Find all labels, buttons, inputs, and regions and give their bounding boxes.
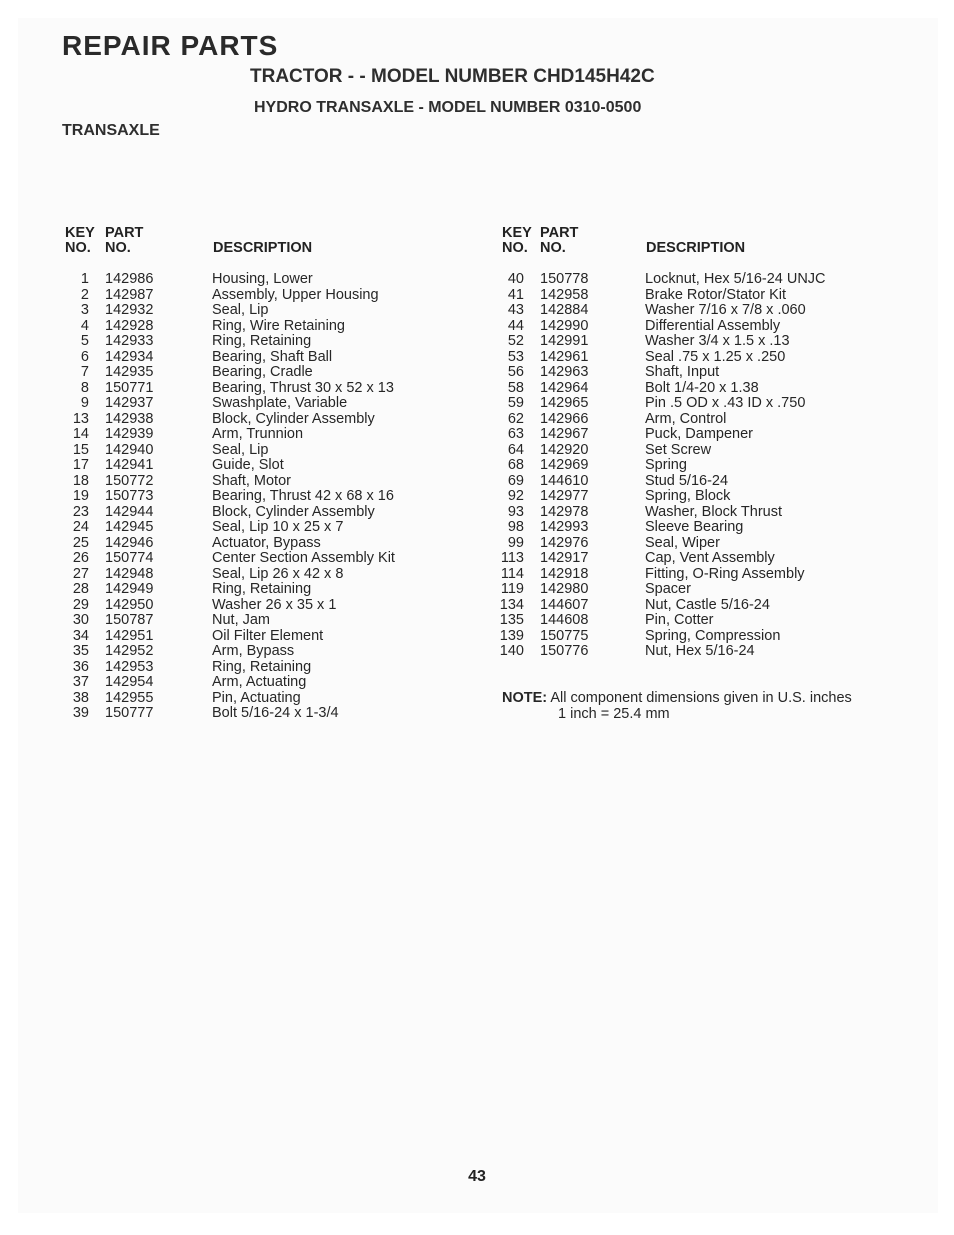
part-number: 142976 [540,534,589,551]
part-number: 142965 [540,395,589,411]
key-number: 26 [72,550,89,566]
key-number: 27 [72,565,89,582]
part-number: 142963 [540,364,589,380]
table-row [0,319,954,335]
part-number: 150773 [105,488,154,504]
left-part-header [105,226,143,256]
part-number: 144610 [540,472,589,489]
part-number: 142969 [540,457,589,473]
table-row [0,365,954,381]
part-description: Washer 3/4 x 1.5 x .13 [645,333,790,349]
right-parts-list [0,272,954,660]
table-row [0,644,954,660]
part-header-line1: PART [105,225,144,241]
part-number: 142986 [105,271,154,287]
part-description: Seal, Lip [212,441,269,458]
table-row [0,582,954,598]
table-row [0,303,954,319]
key-number: 63 [507,426,524,442]
table-row [0,536,954,552]
part-description: Guide, Slot [212,457,284,473]
table-row [0,334,954,350]
part-number: 142935 [105,364,154,380]
part-description: Ring, Wire Retaining [212,317,345,334]
left-description-header: DESCRIPTION [213,240,313,256]
table-row [0,598,954,614]
key-number: 28 [72,581,89,597]
key-number: 69 [507,472,524,489]
part-number: 142991 [540,333,589,349]
table-row [0,567,954,583]
part-description: Stud 5/16-24 [645,472,729,489]
part-number: 142945 [105,519,154,535]
part-description: Ring, Retaining [212,658,312,675]
part-description: Differential Assembly [645,317,781,334]
part-description: Nut, Hex 5/16-24 [645,643,755,659]
key-number: 19 [72,488,89,504]
part-number: 142964 [540,379,589,396]
table-row [0,288,954,304]
key-number: 114 [500,565,524,582]
part-number: 142920 [540,441,589,458]
key-number: 59 [507,395,524,411]
key-number: 2 [80,286,89,303]
key-number: 38 [72,689,89,706]
key-number: 119 [500,581,524,597]
part-number: 150774 [105,550,154,566]
part-description: Assembly, Upper Housing [212,286,379,303]
part-number: 142884 [540,302,589,318]
part-number: 142933 [105,333,154,349]
part-header-line2: NO. [540,240,566,256]
part-description: Washer, Block Thrust [645,503,782,520]
right-part-header [540,226,578,256]
part-number: 142941 [105,457,154,473]
key-header-line2: NO. [65,240,91,256]
key-number: 134 [499,596,524,613]
key-number: 15 [72,441,89,458]
part-number: 142967 [540,426,589,442]
part-description: Seal, Lip 10 x 25 x 7 [212,519,344,535]
part-description: Arm, Control [645,410,727,427]
part-description: Spring, Compression [645,627,781,644]
part-description: Arm, Actuating [212,674,307,690]
part-number: 142978 [540,503,589,520]
right-key-header [502,226,532,256]
part-description: Shaft, Input [645,364,720,380]
part-description: Sleeve Bearing [645,519,744,535]
part-number: 150776 [540,643,589,659]
part-number: 142980 [540,581,589,597]
key-number: 68 [507,457,524,473]
table-row [0,412,954,428]
part-number: 142938 [105,410,154,427]
part-number: 142955 [105,689,154,706]
key-number: 62 [507,410,524,427]
part-description: Pin .5 OD x .43 ID x .750 [645,395,806,411]
part-header-line1: PART [540,225,579,241]
table-row [0,520,954,536]
table-row [0,489,954,505]
table-row [0,675,480,691]
part-number: 142948 [105,565,154,582]
part-description: Swashplate, Variable [212,395,348,411]
part-number: 150777 [105,705,154,721]
note-line1: All component dimensions given in U.S. inches [550,690,852,706]
key-number: 92 [507,488,524,504]
part-number: 142932 [105,302,154,318]
key-number: 3 [80,302,89,318]
part-number: 142917 [540,550,589,566]
key-number: 135 [499,612,524,628]
part-description: Seal, Lip 26 x 42 x 8 [212,565,344,582]
part-description: Center Section Assembly Kit [212,550,395,566]
left-key-header [65,226,95,256]
key-number: 30 [72,612,89,628]
key-number: 1 [80,271,89,287]
part-description: Seal, Wiper [645,534,720,551]
table-row [0,458,954,474]
table-row [0,396,954,412]
part-number: 142937 [105,395,154,411]
part-description: Set Screw [645,441,712,458]
key-number: 39 [72,705,89,721]
key-number: 14 [72,426,89,442]
key-number: 37 [72,674,89,690]
part-description: Pin, Cotter [645,612,714,628]
part-number: 142952 [105,643,154,659]
key-number: 13 [72,410,89,427]
part-number: 142977 [540,488,589,504]
table-row [0,427,954,443]
part-number: 150775 [540,627,589,644]
part-number: 142949 [105,581,154,597]
table-row [0,613,954,629]
part-description: Brake Rotor/Stator Kit [645,286,787,303]
key-number: 56 [507,364,524,380]
part-number: 142953 [105,658,154,675]
part-description: Washer 26 x 35 x 1 [212,596,337,613]
key-number: 53 [507,348,524,365]
key-number: 6 [80,348,89,365]
part-number: 142944 [105,503,154,520]
part-description: Bolt 1/4-20 x 1.38 [645,379,759,396]
part-description: Oil Filter Element [212,627,324,644]
page-number: 43 [468,1168,486,1185]
part-number: 144608 [540,612,589,628]
right-description-header: DESCRIPTION [646,240,746,256]
part-number: 142990 [540,317,589,334]
key-number: 4 [80,317,89,334]
key-number: 36 [72,658,89,675]
key-number: 23 [72,503,89,520]
part-number: 150771 [105,379,154,396]
key-number: 44 [507,317,524,334]
part-number: 142993 [540,519,589,535]
part-description: Locknut, Hex 5/16-24 UNJC [645,271,826,287]
tractor-model-subtitle: TRACTOR - - MODEL NUMBER CHD145H42C [250,66,655,87]
part-number: 150778 [540,271,589,287]
key-number: 18 [72,472,89,489]
part-description: Washer 7/16 x 7/8 x .060 [645,302,806,318]
part-description: Fitting, O-Ring Assembly [645,565,805,582]
part-description: Bearing, Cradle [212,364,313,380]
key-number: 41 [507,286,524,303]
part-description: Block, Cylinder Assembly [212,410,375,427]
part-description: Seal .75 x 1.25 x .250 [645,348,786,365]
part-description: Bearing, Shaft Ball [212,348,333,365]
table-row [0,505,954,521]
table-row [0,551,954,567]
note-label: NOTE: [502,690,548,706]
part-description: Actuator, Bypass [212,534,321,551]
part-number: 142946 [105,534,154,551]
part-number: 142958 [540,286,589,303]
part-number: 142954 [105,674,154,690]
table-row [0,443,954,459]
part-description: Arm, Bypass [212,643,295,659]
table-row [0,629,954,645]
key-number: 35 [72,643,89,659]
key-number: 52 [507,333,524,349]
key-number: 17 [72,457,89,473]
note-line2: 1 inch = 25.4 mm [558,706,670,722]
part-description: Ring, Retaining [212,333,312,349]
part-number: 142950 [105,596,154,613]
part-number: 142961 [540,348,589,365]
transaxle-model-subtitle: HYDRO TRANSAXLE - MODEL NUMBER 0310-0500 [254,99,642,116]
key-number: 43 [507,302,524,318]
part-number: 144607 [540,596,589,613]
key-number: 93 [507,503,524,520]
part-description: Bearing, Thrust 42 x 68 x 16 [212,488,394,504]
part-number: 142934 [105,348,154,365]
key-header-line1: KEY [502,225,532,241]
key-number: 64 [507,441,524,458]
part-number: 142928 [105,317,154,334]
part-description: Puck, Dampener [645,426,753,442]
part-description: Arm, Trunnion [212,426,304,442]
key-number: 58 [507,379,524,396]
key-number: 25 [72,534,89,551]
part-description: Spacer [645,581,691,597]
part-description: Pin, Actuating [212,689,301,706]
part-description: Bearing, Thrust 30 x 52 x 13 [212,379,394,396]
part-number: 142918 [540,565,589,582]
key-number: 9 [80,395,89,411]
table-row [0,272,954,288]
key-number: 98 [507,519,524,535]
part-description: Shaft, Motor [212,472,291,489]
part-description: Cap, Vent Assembly [645,550,775,566]
key-number: 139 [499,627,524,644]
table-row [0,350,954,366]
part-description: Bolt 5/16-24 x 1-3/4 [212,705,339,721]
part-number: 150787 [105,612,154,628]
part-description: Housing, Lower [212,271,313,287]
key-number: 40 [507,271,524,287]
part-number: 142966 [540,410,589,427]
key-number: 99 [507,534,524,551]
key-number: 140 [499,643,524,659]
part-description: Spring [645,457,687,473]
key-header-line2: NO. [502,240,528,256]
key-number: 34 [72,627,89,644]
table-row [0,381,954,397]
part-description: Nut, Jam [212,612,271,628]
part-description: Nut, Castle 5/16-24 [645,596,770,613]
part-number: 142987 [105,286,154,303]
key-number: 7 [80,364,89,380]
key-number: 29 [72,596,89,613]
part-description: Seal, Lip [212,302,269,318]
table-row [0,706,480,722]
part-number: 142939 [105,426,154,442]
part-number: 150772 [105,472,154,489]
key-number: 5 [80,333,89,349]
key-number: 113 [500,550,524,566]
page-title: REPAIR PARTS [62,30,279,61]
table-row [0,691,480,707]
key-number: 24 [72,519,89,535]
part-description: Block, Cylinder Assembly [212,503,375,520]
key-header-line1: KEY [65,225,95,241]
section-heading: TRANSAXLE [62,122,160,139]
part-description: Ring, Retaining [212,581,312,597]
part-header-line2: NO. [105,240,131,256]
part-description: Spring, Block [645,488,731,504]
part-number: 142951 [105,627,154,644]
key-number: 8 [80,379,89,396]
part-number: 142940 [105,441,154,458]
table-row [0,660,480,676]
dimensions-note [502,690,852,722]
table-row [0,474,954,490]
